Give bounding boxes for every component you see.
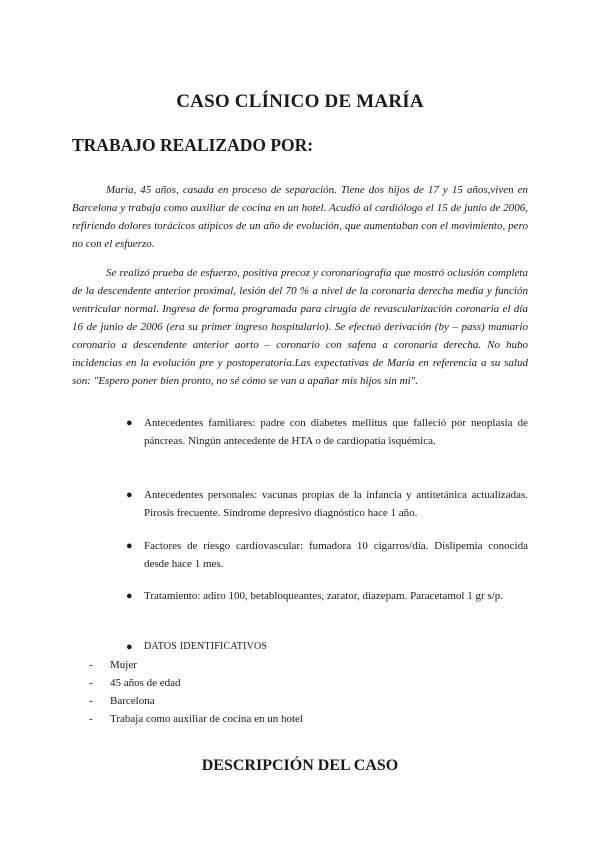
list-item — [89, 710, 303, 728]
dash-icon: - — [89, 677, 93, 689]
dash-icon: - — [89, 695, 93, 707]
bullet-dot-icon: ● — [126, 641, 133, 653]
dash-icon: - — [89, 713, 93, 725]
list-item-text: Trabaja como auxiliar de cocina en un hotel — [110, 713, 303, 725]
bullet-text: DATOS IDENTIFICATIVOS — [144, 641, 268, 652]
bullet-text: Antecedentes personales: vacunas propias de la infancia y antitetánica actualizadas. Pirosis frecuente. Síndrome depresivo diagnóstico hace 1 año. — [144, 489, 528, 519]
bullet-dot-icon: ● — [126, 417, 133, 429]
document-subtitle: TRABAJO REALIZADO POR: — [72, 135, 314, 155]
bullet-dot-icon: ● — [126, 590, 133, 602]
dash-icon: - — [89, 659, 93, 671]
list-item-text: 45 años de edad — [110, 677, 181, 689]
bullet-text: Factores de riesgo cardiovascular: fumadora 10 cigarros/día. Dislipemia conocida desde hace 1 mes. — [144, 540, 528, 570]
bullet-text: Tratamiento: adiro 100, betabloqueantes, zarator, diazepam. Paracetamol 1 gr s/p. — [144, 590, 503, 602]
document-title: CASO CLÍNICO DE MARÍA — [176, 91, 424, 112]
list-item — [89, 692, 303, 710]
bullet-dot-icon: ● — [126, 540, 133, 552]
identifying-data-list — [89, 656, 303, 728]
bullet-dot-icon: ● — [126, 489, 133, 501]
paragraph-clinical-course: Se realizó prueba de esfuerzo, positiva precoz y coronariografía que mostró oclusión completa de la descendente anterior proximal, lesión del 70 % a nivel de la coronaria derecha media y función ventricular normal. Ingresa de forma programada para cirugía de revascularización coronaria el día 16 de junio de 2006 (era su primer ingreso hospitalario). Se efectuó derivación (by – pass) mamario coronario a descendente anterior aorto – coronario con safena a coronaria derecha. No hubo incidencias en la evolución pre y postoperatoria.Las expectativas de María en referencia a su salud son: "Espero poner bien pronto, no sé cómo se van a apañar mis hijos sin mi". — [72, 267, 528, 387]
list-item — [89, 674, 303, 692]
bullet-text: Antecedentes familiares: padre con diabetes mellitus que falleció por neoplasia de páncreas. Ningún antecedente de HTA o de cardiopatía isquémica. — [144, 417, 528, 447]
list-item-text: Mujer — [110, 659, 137, 671]
list-item-text: Barcelona — [110, 695, 155, 707]
section-title: DESCRIPCIÓN DEL CASO — [201, 757, 399, 774]
paragraph-intro: María, 45 años, casada en proceso de separación. Tiene dos hijos de 17 y 15 años,viven en Barcelona y trabaja como auxiliar de cocina en un hotel. Acudió al cardiólogo el 15 de junio de 2006, refiriendo dolores torácicos atípicos de un año de evolución, que aumentaban con el movimiento, pero no con el esfuerzo. — [72, 184, 528, 250]
list-item — [89, 656, 303, 674]
